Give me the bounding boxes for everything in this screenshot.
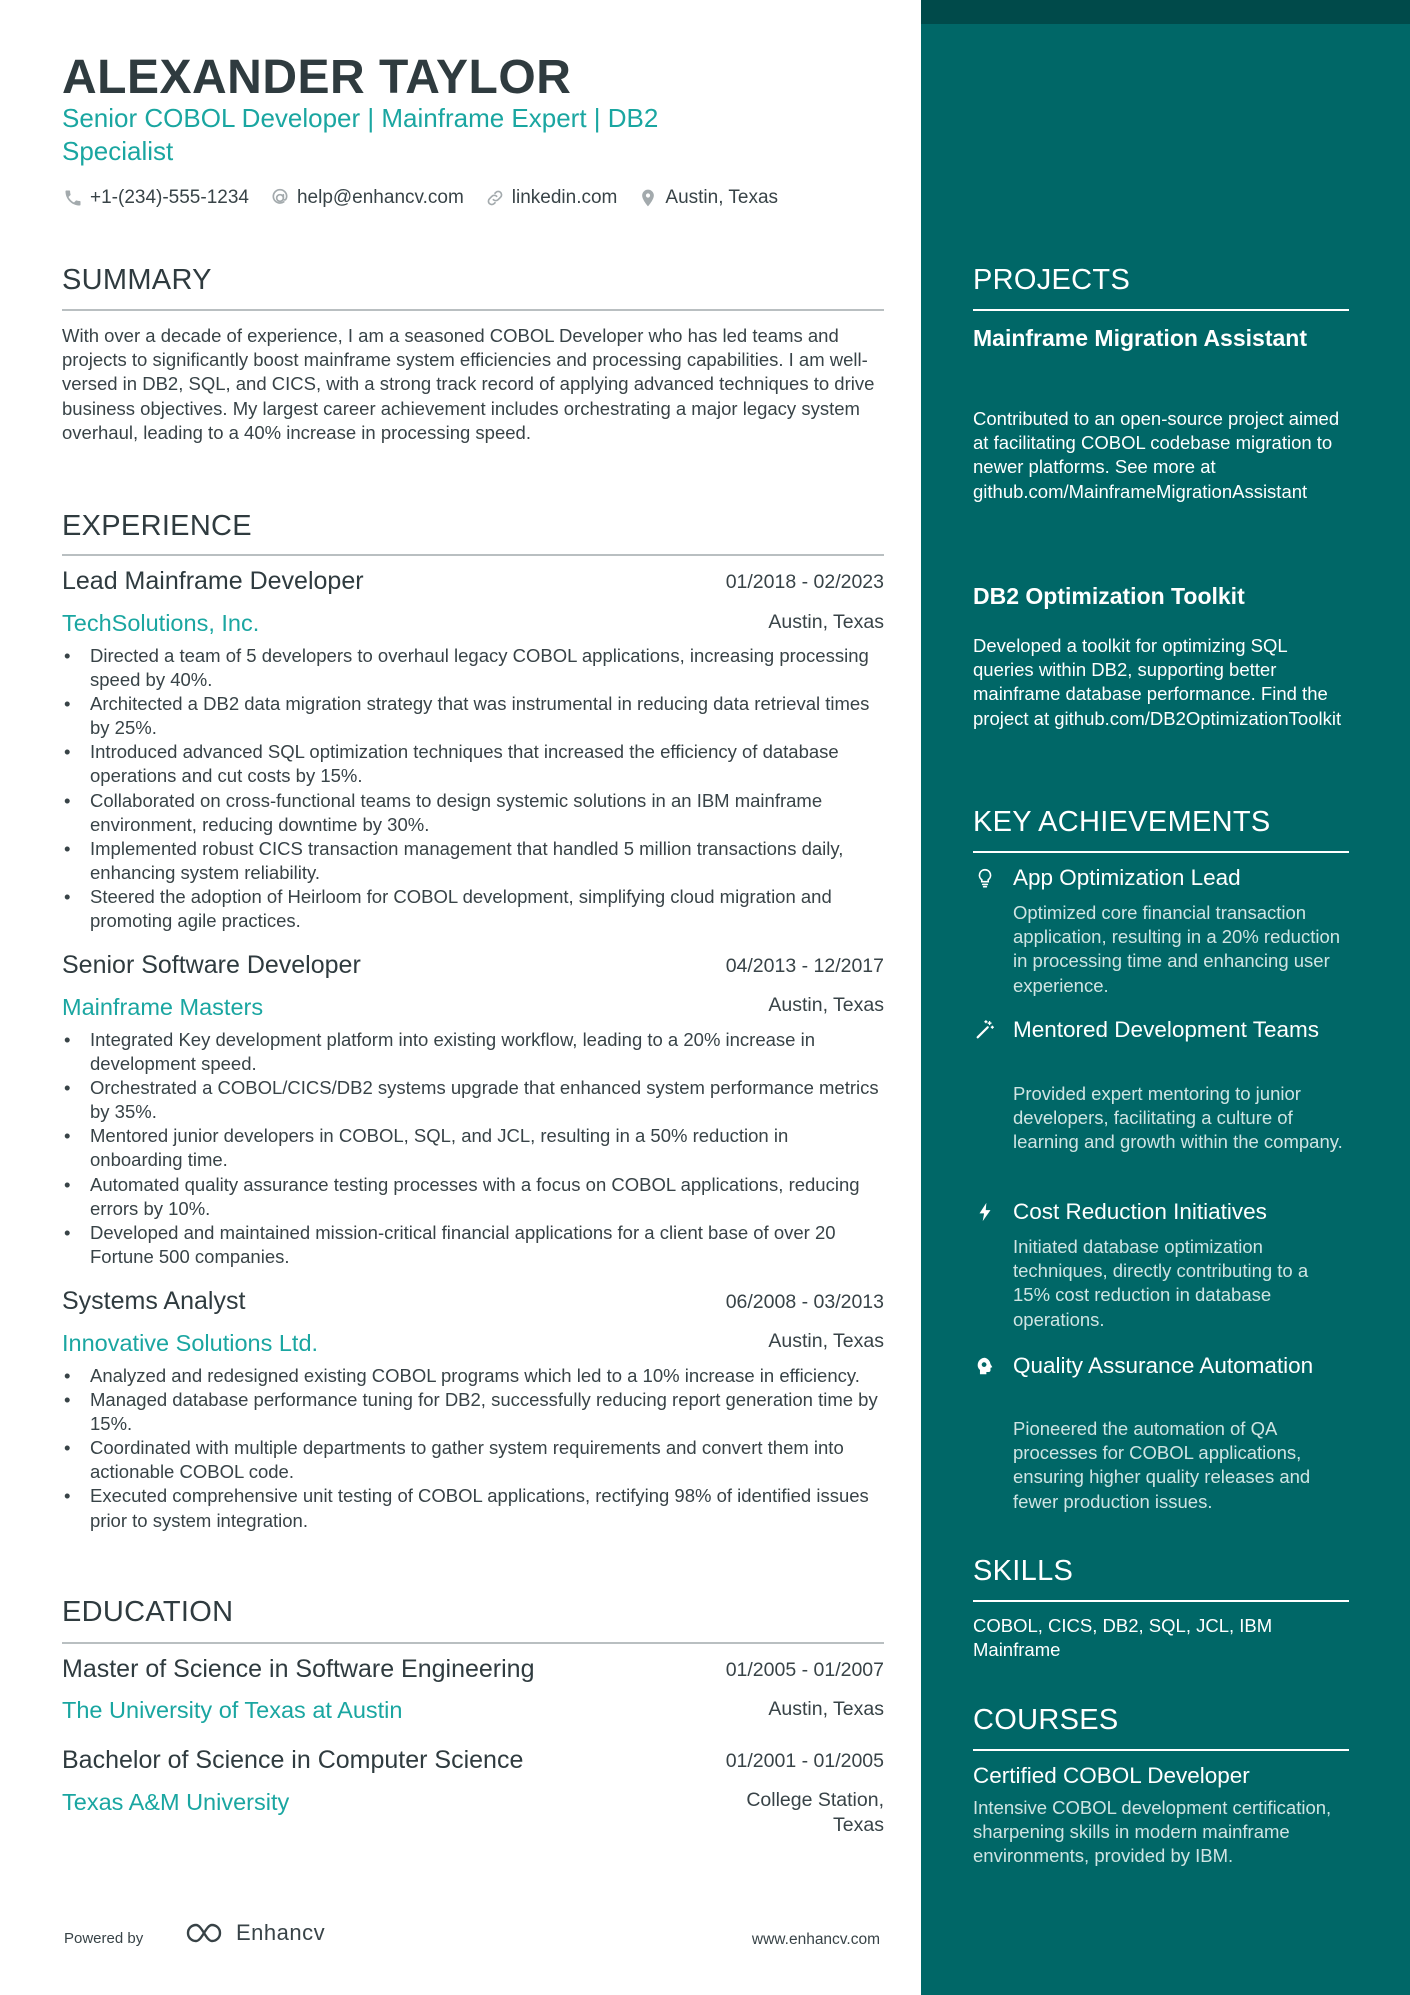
job-company[interactable]: Innovative Solutions Ltd.: [62, 1330, 319, 1356]
achievement-description: Provided expert mentoring to junior developers, facilitating a culture of learning and growth within the company.: [1013, 1083, 1343, 1153]
contact-linkedin-text: linkedin.com: [511, 187, 618, 208]
achievement-title: Mentored Development Teams: [1013, 1017, 1319, 1042]
enhancv-logo[interactable]: [184, 1919, 325, 1947]
experience-heading: EXPERIENCE: [62, 510, 252, 542]
at-icon: [269, 187, 291, 209]
job-location: Austin, Texas: [768, 611, 884, 633]
bullet-item: • Collaborated on cross-functional teams to design systemic solutions in an IBM mainframe environment, reducing downtime by 30%.: [62, 789, 884, 837]
bullet-item: • Introduced advanced SQL optimization techniques that increased the efficiency of database operations and cut costs by 15%.: [62, 740, 884, 788]
course-description: Intensive COBOL development certification, sharpening skills in modern mainframe environments, provided by IBM.: [973, 1797, 1332, 1867]
courses-divider: [973, 1749, 1349, 1751]
experience-divider: [62, 554, 884, 556]
degree-dates: 01/2001 - 01/2005: [725, 1750, 884, 1772]
bullet-item: • Mentored junior developers in COBOL, SQL, and JCL, resulting in a 50% reduction in onboarding time.: [62, 1124, 884, 1172]
job-title: Systems Analyst: [62, 1287, 246, 1315]
courses-heading: COURSES: [973, 1704, 1119, 1736]
job-title: Senior Software Developer: [62, 951, 361, 979]
lightning-bolt-icon: [973, 1200, 997, 1224]
bullet-item: • Analyzed and redesigned existing COBOL programs which led to a 10% increase in efficiency.: [62, 1364, 884, 1388]
job-company[interactable]: TechSolutions, Inc.: [62, 610, 260, 636]
summary-heading: SUMMARY: [62, 264, 212, 296]
job-title: Lead Mainframe Developer: [62, 567, 364, 595]
powered-by-label: Powered by: [64, 1930, 144, 1947]
head-brain-icon: [973, 1354, 997, 1378]
skills-heading: SKILLS: [973, 1555, 1074, 1587]
course-title: Certified COBOL Developer: [973, 1763, 1250, 1788]
achievement-title: Quality Assurance Automation: [1013, 1353, 1314, 1378]
contact-phone-text: +1-(234)-555-1234: [90, 187, 249, 208]
headline: Senior COBOL Developer | Mainframe Expert | DB2 Specialist: [62, 103, 659, 166]
skills-list: COBOL, CICS, DB2, SQL, JCL, IBM Mainframe: [973, 1615, 1273, 1661]
lightbulb-icon: [973, 866, 997, 890]
bullet-item: • Executed comprehensive unit testing of COBOL applications, rectifying 98% of identified issues prior to system integration.: [62, 1484, 884, 1532]
education-heading: EDUCATION: [62, 1596, 234, 1628]
bullet-item: • Directed a team of 5 developers to overhaul legacy COBOL applications, increasing processing speed by 40%.: [62, 644, 884, 692]
job-bullets: [62, 1364, 884, 1533]
enhancv-logo-icon: [184, 1919, 232, 1947]
achievements-heading: KEY ACHIEVEMENTS: [973, 806, 1271, 838]
degree-dates: 01/2005 - 01/2007: [725, 1659, 884, 1681]
contact-bar: [62, 184, 798, 212]
job-bullets: [62, 644, 884, 933]
school-location: College Station, Texas: [746, 1789, 884, 1836]
footer-url[interactable]: www.enhancv.com: [751, 1931, 880, 1948]
sidebar-top-band: [921, 0, 1410, 24]
bullet-item: • Architected a DB2 data migration strategy that was instrumental in reducing data retrieval times by 25%.: [62, 692, 884, 740]
location-pin-icon: [637, 187, 659, 209]
summary-divider: [62, 309, 884, 311]
project-title: Mainframe Migration Assistant: [973, 325, 1307, 351]
achievement-description: Initiated database optimization techniques, directly contributing to a 15% cost reduction in database operations.: [1013, 1236, 1309, 1330]
bullet-item: • Automated quality assurance testing processes with a focus on COBOL applications, reducing errors by 10%.: [62, 1173, 884, 1221]
brand-name: Enhancv: [236, 1920, 326, 1945]
projects-heading: PROJECTS: [973, 264, 1131, 296]
bullet-item: • Orchestrated a COBOL/CICS/DB2 systems upgrade that enhanced system performance metrics by 35%.: [62, 1076, 884, 1124]
bullet-item: • Developed and maintained mission-critical financial applications for a client base of over 20 Fortune 500 companies.: [62, 1221, 884, 1269]
contact-linkedin[interactable]: [484, 187, 618, 209]
education-divider: [62, 1642, 884, 1644]
summary-text: With over a decade of experience, I am a seasoned COBOL Developer who has led teams and projects to significantly boost mainframe system efficiencies and processing capabilities. I am well-versed in DB2, SQL, and CICS, with a strong track record of applying advanced techniques to drive business objectives. My largest career achievement includes orchestrating a major legacy system overhaul, leading to a 40% increase in processing speed.: [62, 325, 875, 443]
job-dates: 04/2013 - 12/2017: [725, 955, 884, 977]
achievement-title: App Optimization Lead: [1013, 865, 1241, 890]
bullet-item: • Implemented robust CICS transaction management that handled 5 million transactions daily, enhancing system reliability.: [62, 837, 884, 885]
job-location: Austin, Texas: [768, 1330, 884, 1352]
school-name[interactable]: Texas A&M University: [62, 1789, 290, 1815]
job-dates: 01/2018 - 02/2023: [725, 571, 884, 593]
contact-location: [637, 187, 778, 209]
contact-location-text: Austin, Texas: [665, 187, 779, 208]
degree-title: Bachelor of Science in Computer Science: [62, 1746, 524, 1774]
bullet-item: • Coordinated with multiple departments to gather system requirements and convert them into actionable COBOL code.: [62, 1436, 884, 1484]
sidebar: [921, 0, 1410, 1995]
achievement-title: Cost Reduction Initiatives: [1013, 1199, 1267, 1224]
projects-divider: [973, 309, 1349, 311]
achievement-description: Optimized core financial transaction application, resulting in a 20% reduction in processing time and enhancing user experience.: [1013, 902, 1341, 996]
candidate-name: ALEXANDER TAYLOR: [62, 51, 572, 104]
job-company[interactable]: Mainframe Masters: [62, 994, 264, 1020]
bullet-item: • Integrated Key development platform into existing workflow, leading to a 20% increase in development speed.: [62, 1028, 884, 1076]
job-dates: 06/2008 - 03/2013: [725, 1291, 884, 1313]
contact-phone[interactable]: [62, 187, 249, 209]
contact-email[interactable]: [269, 187, 464, 209]
magic-wand-icon: [973, 1018, 997, 1042]
degree-title: Master of Science in Software Engineering: [62, 1655, 535, 1683]
skills-divider: [973, 1600, 1349, 1602]
contact-email-text: help@enhancv.com: [296, 187, 464, 208]
project-description: Contributed to an open-source project aimed at facilitating COBOL codebase migration to newer platforms. See more at github.com/MainframeMigrationAssistant: [973, 408, 1340, 502]
project-description: Developed a toolkit for optimizing SQL queries within DB2, supporting better mainframe database performance. Find the project at github.com/DB2OptimizationToolkit: [973, 635, 1342, 729]
phone-icon: [62, 187, 84, 209]
project-title: DB2 Optimization Toolkit: [973, 583, 1245, 609]
achievement-description: Pioneered the automation of QA processes for COBOL applications, ensuring higher quality releases and fewer production issues.: [1013, 1418, 1311, 1512]
bullet-item: • Managed database performance tuning for DB2, successfully reducing report generation time by 15%.: [62, 1388, 884, 1436]
link-icon: [484, 187, 506, 209]
school-location: Austin, Texas: [768, 1698, 884, 1720]
bullet-item: • Steered the adoption of Heirloom for COBOL development, simplifying cloud migration and promoting agile practices.: [62, 885, 884, 933]
achievements-divider: [973, 851, 1349, 853]
job-location: Austin, Texas: [768, 994, 884, 1016]
job-bullets: [62, 1028, 884, 1269]
school-name[interactable]: The University of Texas at Austin: [62, 1697, 403, 1723]
